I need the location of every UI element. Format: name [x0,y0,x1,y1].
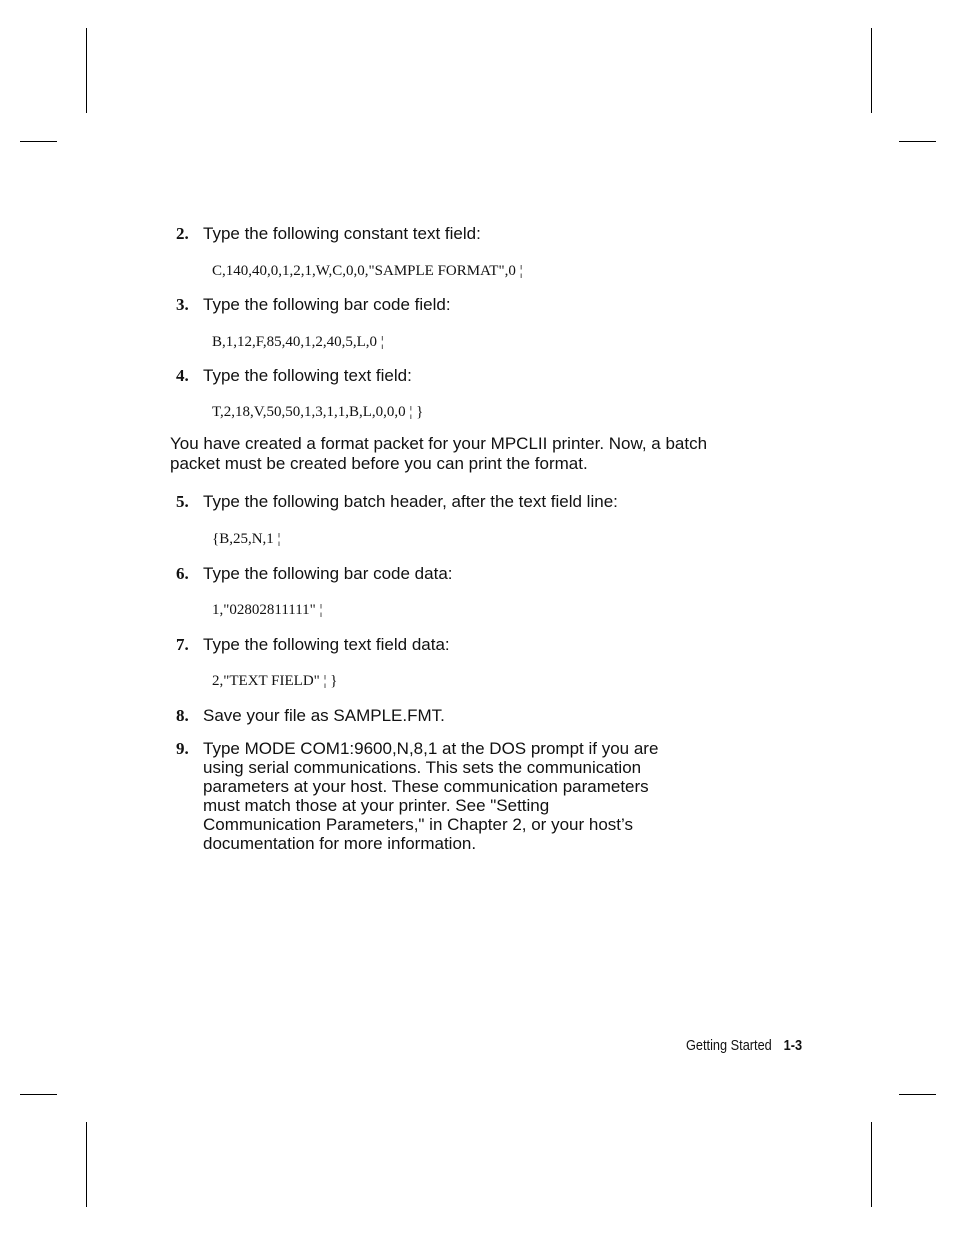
step-number: 8. [176,706,189,725]
step-number: 5. [176,492,189,511]
step-number: 9. [176,739,189,758]
step-number: 2. [176,224,189,243]
step-text: Type the following text field: [203,366,412,385]
step-number: 4. [176,366,189,385]
step-text: Type the following bar code field: [203,295,451,314]
crop-mark-top-left-horizontal [20,141,57,142]
code-line: C,140,40,0,1,2,1,W,C,0,0,"SAMPLE FORMAT",0 ¦ [212,263,523,279]
code-line: 2,"TEXT FIELD" ¦ } [212,673,338,689]
code-line: {B,25,N,1 ¦ [212,531,281,547]
crop-mark-top-right-horizontal [899,141,936,142]
crop-mark-top-right-vertical [871,28,872,113]
crop-mark-bottom-left-vertical [86,1122,87,1207]
step-text: Type MODE COM1:9600,N,8,1 at the DOS prompt if you are using serial communications. This sets the communication parameters at your host. These communication parameters must match those at your printer. See "Setting Communication Parameters," in Chapter 2, or your host’s documentation for more information. [203,739,659,853]
step-text: Type the following bar code data: [203,564,453,583]
code-line: T,2,18,V,50,50,1,3,1,1,B,L,0,0,0 ¦ } [212,404,424,420]
page-footer [686,1037,802,1054]
code-line: 1,"02802811111" ¦ [212,602,323,618]
step-number: 6. [176,564,189,583]
step-number: 7. [176,635,189,654]
step-text: Type the following batch header, after the text field line: [203,492,618,511]
crop-mark-bottom-right-vertical [871,1122,872,1207]
body-paragraph: You have created a format packet for your MPCLII printer. Now, a batch packet must be created before you can print the format. [170,434,708,473]
crop-mark-top-left-vertical [86,28,87,113]
crop-mark-bottom-right-horizontal [899,1094,936,1095]
step-text: Save your file as SAMPLE.FMT. [203,706,445,725]
footer-page-number: 1-3 [783,1037,803,1054]
code-line: B,1,12,F,85,40,1,2,40,5,L,0 ¦ [212,334,384,350]
step-text: Type the following text field data: [203,635,450,654]
step-text: Type the following constant text field: [203,224,481,243]
crop-mark-bottom-left-horizontal [20,1094,57,1095]
step-number: 3. [176,295,189,314]
footer-section-title: Getting Started [686,1037,772,1054]
